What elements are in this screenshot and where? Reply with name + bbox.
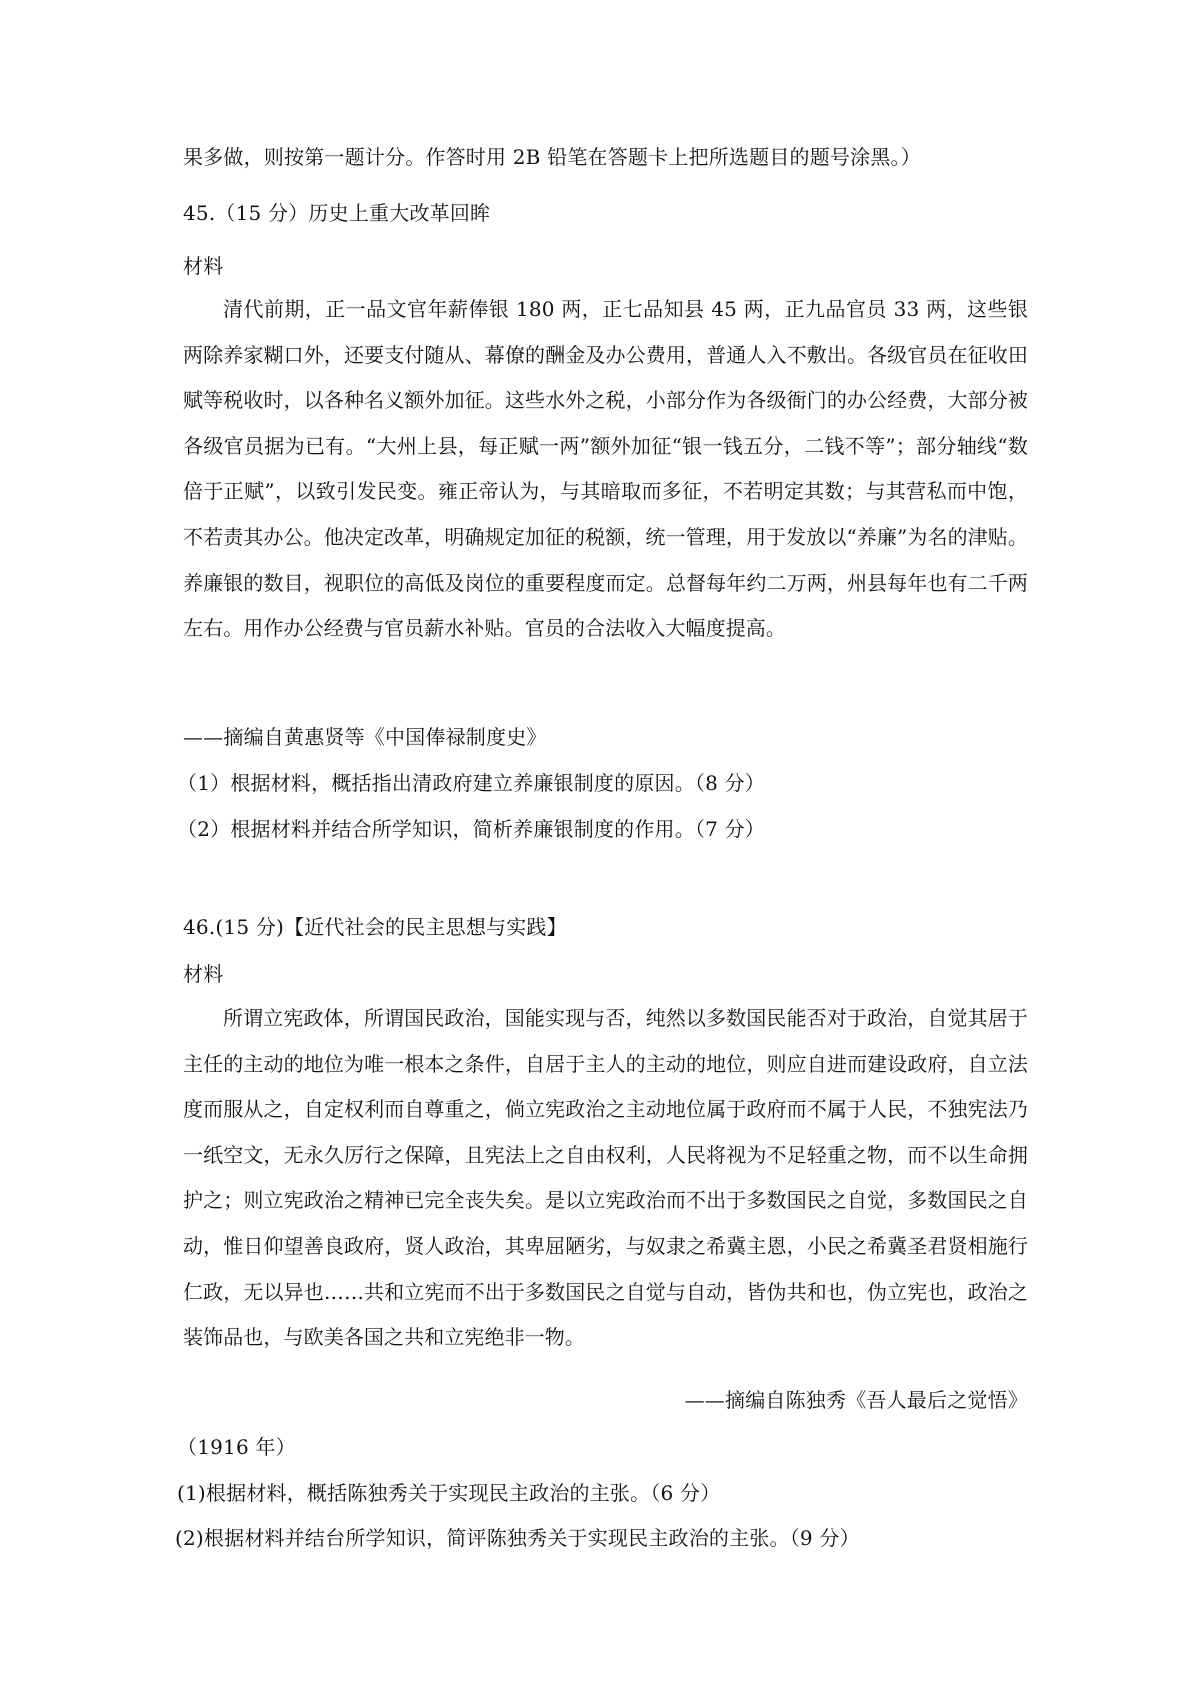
q46-sub-question-1: (1)根据材料，概括陈独秀关于实现民主政治的主张。（6 分） <box>177 1481 721 1505</box>
q46-passage: 所谓立宪政体，所谓国民政治，国能实现与否，纯然以多数国民能否对于政治，自觉其居于主任的主动的地位为唯一根本之条件，自居于主人的主动的地位，则应自进而建设政府，自立法度而服从之，自定权利而自尊重之，倘立宪政治之主动地位属于政府而不属于人民，不独宪法乃一纸空文，无永久厉行之保障，且宪法上之自由权利，人民将视为不足轻重之物，而不以生命拥护之；则立宪政治之精神已完全丧失矣。是以立宪政治而不出于多数国民之自觉，多数国民之自动，惟日仰望善良政府，贤人政治，其卑屈陋劣，与奴隶之希冀主恩，小民之希冀圣君贤相施行仁政，无以异也……共和立宪而不出于多数国民之自觉与自动，皆伪共和也，伪立宪也，政治之装饰品也，与欧美各国之共和立宪绝非一物。 <box>183 1006 1028 1350</box>
q46-year: （1916 年） <box>177 1435 296 1459</box>
q46-sub-question-2: (2)根据材料并结台所学知识，简评陈独秀关于实现民主政治的主张。（9 分） <box>175 1526 860 1550</box>
q45-sub-question-2: （2）根据材料并结合所学知识，简析养廉银制度的作用。（7 分） <box>177 817 766 841</box>
q46-material-label: 材料 <box>183 962 224 986</box>
q46-title: 46.(15 分)【近代社会的民主思想与实践】 <box>183 915 567 939</box>
q45-title: 45.（15 分）历史上重大改革回眸 <box>183 201 491 225</box>
q46-source: ——摘编自陈独秀《吾人最后之觉悟》 <box>684 1388 1028 1412</box>
q45-source: ——摘编自黄惠贤等《中国俸禄制度史》 <box>183 725 547 749</box>
q45-material-label: 材料 <box>183 254 224 278</box>
header-continuation: 果多做，则按第一题计分。作答时用 2B 铅笔在答题卡上把所选题目的题号涂黑。） <box>183 145 921 169</box>
q45-sub-question-1: （1）根据材料，概括指出清政府建立养廉银制度的原因。（8 分） <box>177 771 766 795</box>
q45-passage: 清代前期，正一品文官年薪俸银 180 两，正七品知县 45 两，正九品官员 33 两，这些银两除养家糊口外，还要支付随从、幕僚的酬金及办公费用，普通人入不敷出。各级官员在征收田赋等税收时，以各种名义额外加征。这些水外之税，小部分作为各级衙门的办公经费，大部分被各级官员据为已有。“大州上县，每正赋一两”额外加征“银一钱五分，二钱不等”；部分轴线“数倍于正赋”，以致引发民变。雍正帝认为，与其暗取而多征，不若明定其数；与其营私而中饱，不若责其办公。他决定改革，明确规定加征的税额，统一管理，用于发放以“养廉”为名的津贴。养廉银的数目，视职位的高低及岗位的重要程度而定。总督每年约二万两，州县每年也有二千两左右。用作办公经费与官员薪水补贴。官员的合法收入大幅度提高。 <box>183 297 1028 641</box>
